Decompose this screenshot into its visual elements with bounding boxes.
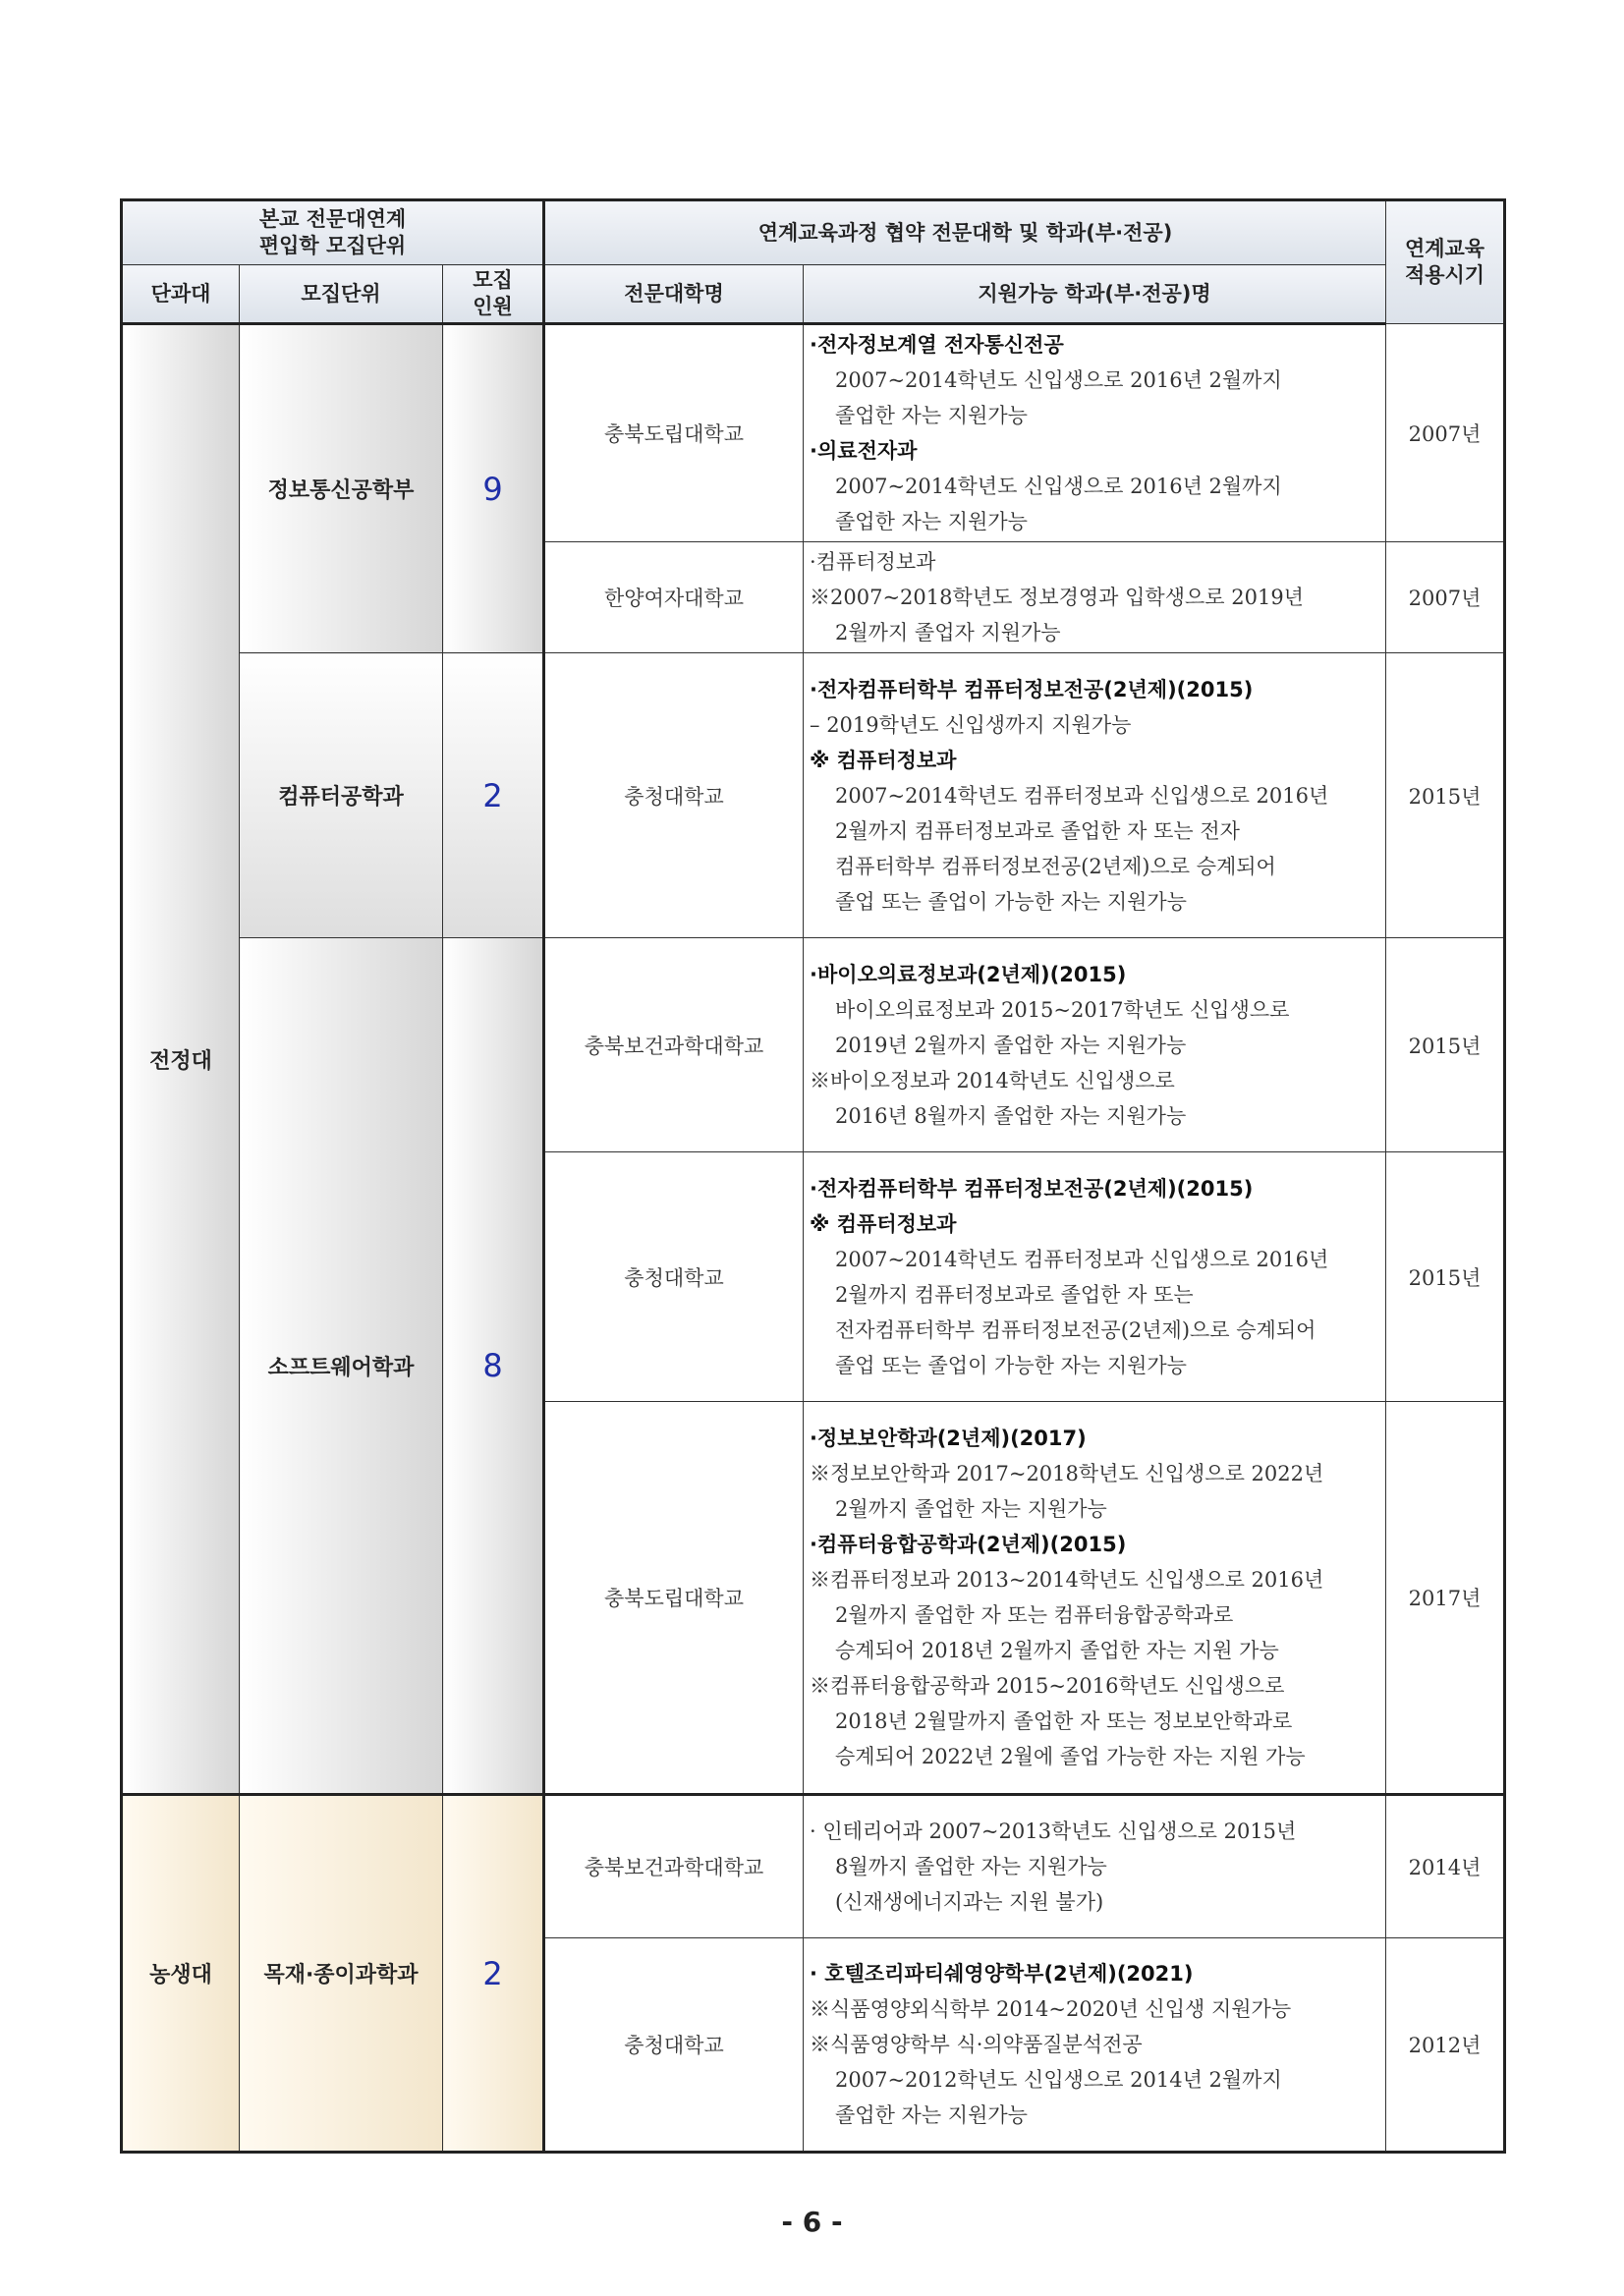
dept-line: ·전자컴퓨터학부 컴퓨터정보전공(2년제)(2015): [810, 1176, 1254, 1201]
dept-line: ·바이오의료정보과(2년제)(2015): [810, 962, 1127, 986]
dept-line: – 2019학년도 신입생까지 지원가능: [810, 712, 1132, 737]
year-cell: 2015년: [1386, 938, 1505, 1152]
unit-cell: 소프트웨어학과: [240, 938, 443, 1795]
header-college: 단과대: [122, 265, 240, 324]
depts-cell: [804, 938, 1386, 1152]
header-count: 모집 인원: [443, 265, 544, 324]
dept-line: ※컴퓨터정보과 2013~2014학년도 신입생으로 2016년: [810, 1568, 1324, 1592]
depts-cell: [804, 1795, 1386, 1938]
univ-cell: 충북도립대학교: [544, 324, 804, 542]
dept-line: ※ 컴퓨터정보과: [810, 1211, 957, 1236]
dept-line: ※식품영양학부 식·의약품질분석전공: [810, 2033, 1143, 2056]
dept-line: 졸업 또는 졸업이 가능한 자는 지원가능: [835, 889, 1187, 914]
transfer-program-table: [120, 198, 1506, 2154]
dept-line: 졸업한 자는 지원가능: [835, 510, 1028, 533]
depts-cell: [804, 542, 1386, 653]
dept-line: 전자컴퓨터학부 컴퓨터정보전공(2년제)으로 승계되어: [835, 1317, 1316, 1342]
unit-cell: 목재·종이과학과: [240, 1795, 443, 2153]
dept-line: 졸업한 자는 지원가능: [835, 2103, 1028, 2127]
depts-cell: [804, 1152, 1386, 1402]
univ-cell: 한양여자대학교: [544, 542, 804, 653]
dept-line: 2007~2012학년도 신입생으로 2014년 2월까지: [835, 2068, 1282, 2092]
page-number: - 6 -: [781, 2206, 843, 2238]
dept-line: ※바이오정보과 2014학년도 신입생으로: [810, 1068, 1175, 1092]
year-cell: 2014년: [1386, 1795, 1505, 1938]
dept-line: ·컴퓨터융합공학과(2년제)(2015): [810, 1533, 1127, 1556]
unit-cell: 컴퓨터공학과: [240, 653, 443, 938]
univ-cell: 충청대학교: [544, 1938, 804, 2153]
count-cell: 2: [443, 1795, 544, 2153]
dept-line: 2016년 8월까지 졸업한 자는 지원가능: [835, 1103, 1187, 1128]
year-cell: 2017년: [1386, 1402, 1505, 1795]
unit-cell: 정보통신공학부: [240, 324, 443, 653]
header-apply-period: 연계교육 적용시기: [1386, 200, 1505, 324]
header-group-own-unit: 본교 전문대연계 편입학 모집단위: [122, 200, 544, 265]
univ-cell: 충청대학교: [544, 653, 804, 938]
college-cell: 전정대: [122, 324, 240, 1795]
dept-line: 2월까지 컴퓨터정보과로 졸업한 자 또는: [835, 1282, 1194, 1307]
dept-line: (신재생에너지과는 지원 불가): [835, 1890, 1104, 1914]
dept-line: 승계되어 2018년 2월까지 졸업한 자는 지원 가능: [835, 1639, 1279, 1662]
dept-line: 2월까지 컴퓨터정보과로 졸업한 자 또는 전자: [835, 818, 1240, 843]
univ-cell: 충북도립대학교: [544, 1402, 804, 1795]
year-cell: 2007년: [1386, 324, 1505, 542]
dept-line: 2007~2014학년도 컴퓨터정보과 신입생으로 2016년: [835, 783, 1329, 808]
dept-line: ※2007~2018학년도 정보경영과 입학생으로 2019년: [810, 586, 1304, 609]
dept-line: 2월까지 졸업한 자 또는 컴퓨터융합공학과로: [835, 1603, 1234, 1627]
dept-line: 2007~2014학년도 컴퓨터정보과 신입생으로 2016년: [835, 1247, 1329, 1271]
depts-cell: [804, 324, 1386, 542]
dept-line: · 호텔조리파티쉐영양학부(2년제)(2021): [810, 1962, 1194, 1986]
dept-line: 2월까지 졸업한 자는 지원가능: [835, 1497, 1107, 1521]
depts-cell: [804, 1938, 1386, 2153]
dept-line: 2월까지 졸업자 지원가능: [835, 621, 1061, 644]
dept-line: ·전자정보계열 전자통신전공: [810, 333, 1064, 357]
dept-line: 2018년 2월말까지 졸업한 자 또는 정보보안학과로: [835, 1709, 1293, 1733]
count-cell: 2: [443, 653, 544, 938]
depts-cell: [804, 1402, 1386, 1795]
header-unit: 모집단위: [240, 265, 443, 324]
college-cell: 농생대: [122, 1795, 240, 2153]
dept-line: 8월까지 졸업한 자는 지원가능: [835, 1855, 1107, 1878]
dept-line: 졸업 또는 졸업이 가능한 자는 지원가능: [835, 1353, 1187, 1377]
year-cell: 2015년: [1386, 1152, 1505, 1402]
dept-line: ※식품영양외식학부 2014~2020년 신입생 지원가능: [810, 1997, 1292, 2021]
dept-line: 2007~2014학년도 신입생으로 2016년 2월까지: [835, 368, 1282, 392]
dept-line: 컴퓨터학부 컴퓨터정보전공(2년제)으로 승계되어: [835, 854, 1276, 878]
depts-cell: [804, 653, 1386, 938]
dept-line: ·전자컴퓨터학부 컴퓨터정보전공(2년제)(2015): [810, 677, 1254, 701]
dept-line: ·정보보안학과(2년제)(2017): [810, 1427, 1087, 1450]
dept-line: 2007~2014학년도 신입생으로 2016년 2월까지: [835, 475, 1282, 498]
count-cell: 9: [443, 324, 544, 653]
dept-line: ※정보보안학과 2017~2018학년도 신입생으로 2022년: [810, 1462, 1324, 1485]
dept-line: · 인테리어과 2007~2013학년도 신입생으로 2015년: [810, 1820, 1297, 1843]
univ-cell: 충북보건과학대학교: [544, 938, 804, 1152]
dept-line: ·의료전자과: [810, 439, 918, 463]
dept-line: ※ 컴퓨터정보과: [810, 748, 957, 772]
dept-line: ※컴퓨터융합공학과 2015~2016학년도 신입생으로: [810, 1674, 1285, 1698]
dept-line: ·컴퓨터정보과: [810, 550, 936, 574]
header-group-partner: 연계교육과정 협약 전문대학 및 학과(부·전공): [544, 200, 1386, 265]
dept-line: 바이오의료정보과 2015~2017학년도 신입생으로: [835, 997, 1290, 1022]
header-univ: 전문대학명: [544, 265, 804, 324]
year-cell: 2012년: [1386, 1938, 1505, 2153]
dept-line: 승계되어 2022년 2월에 졸업 가능한 자는 지원 가능: [835, 1745, 1306, 1768]
year-cell: 2007년: [1386, 542, 1505, 653]
dept-line: 2019년 2월까지 졸업한 자는 지원가능: [835, 1033, 1187, 1057]
count-cell: 8: [443, 938, 544, 1795]
dept-line: 졸업한 자는 지원가능: [835, 404, 1028, 427]
header-depts: 지원가능 학과(부·전공)명: [804, 265, 1386, 324]
year-cell: 2015년: [1386, 653, 1505, 938]
univ-cell: 충청대학교: [544, 1152, 804, 1402]
univ-cell: 충북보건과학대학교: [544, 1795, 804, 1938]
